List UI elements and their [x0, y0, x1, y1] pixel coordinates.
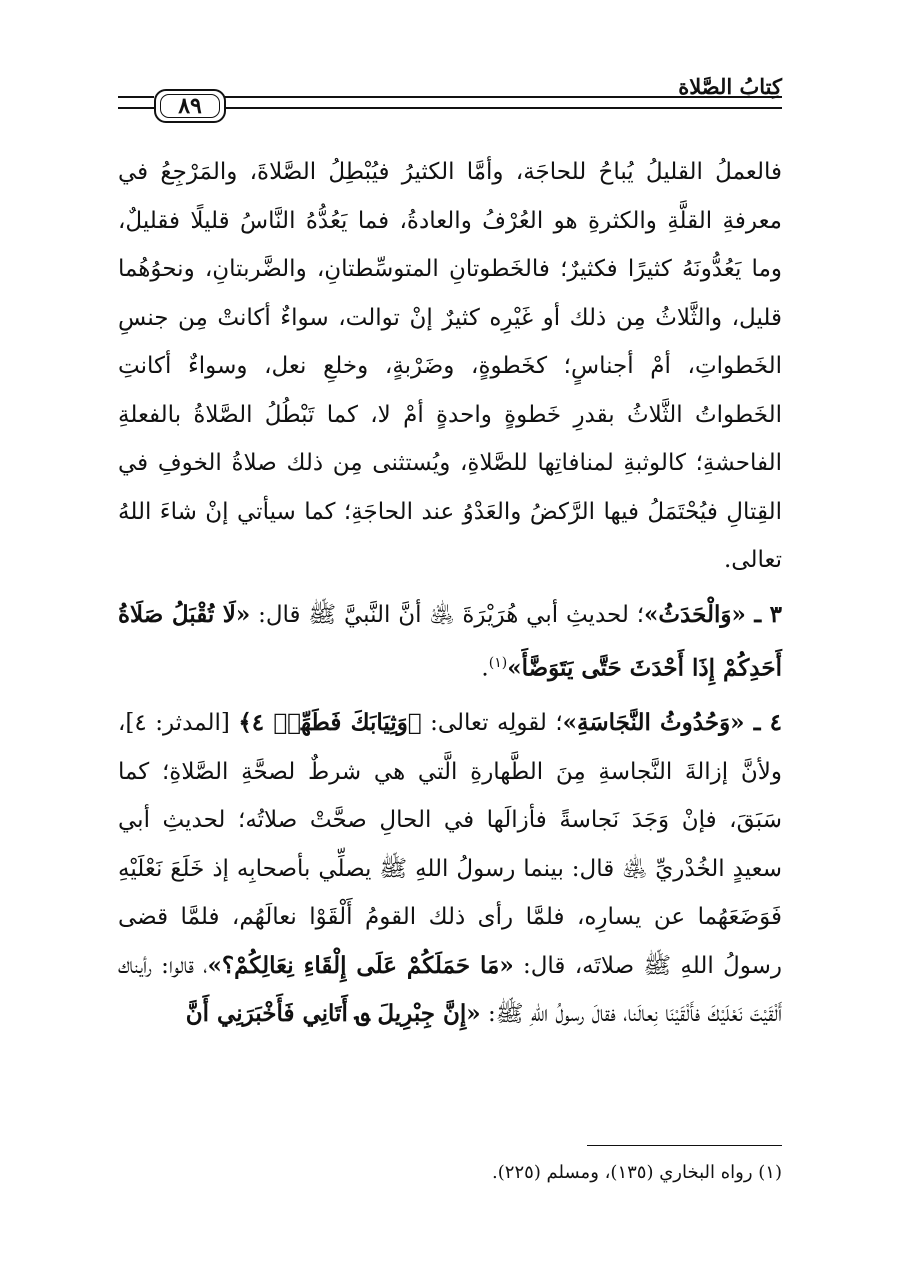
- paragraph-2: ٣ ـ «وَالْحَدَثُ»؛ لحديثِ أبي هُرَيْرَةَ ﵁ أنَّ النَّبيَّ ﷺ قال: «لَا تُقْبَلُ صَلَاةُ أَحَدِكُمْ إِذَا أَحْدَثَ حَتَّى يَتَوَضَّأَ»$^{(١)}$.: [118, 600, 782, 682]
- paragraph-3-text-c: ، قالوا: رأيناك أَلْقَيْتَ نَعْلَيْكَ فأَلْقَيْنَا نِعالَنا، فقالَ رسولُ اللهِ ﷺ:: [118, 952, 782, 1028]
- paragraph-3: [118, 699, 782, 1039]
- page-body: [118, 148, 782, 1039]
- paragraph-1: فالعملُ القليلُ يُباحُ للحاجَة، وأمَّا الكثيرُ فيُبْطِلُ الصَّلاةَ، والمَرْجِعُ في معرفةِ القلَّةِ والكثرةِ هو العُرْفُ والعادةُ، فما يَعُدُّهُ النَّاسُ قليلًا فقليلٌ، وما يَعُدُّونَهُ كثيرًا فكثيرٌ؛ فالخَطوتانِ المتوسِّطتانِ، والضَّربتانِ، ونحوُهُما قليل، والثَّلاثُ مِن ذلك أو غَيْرِه كثيرٌ إنْ توالت، سواءٌ أكانتْ مِن جنسِ الخَطواتِ، أمْ أجناسٍ؛ كخَطوةٍ، وضَرْبةٍ، وخلعِ نعل، وسواءٌ أكانتِ الخَطواتُ الثَّلاثُ بقدرِ خَطوةٍ واحدةٍ أمْ لا، كما تَبْطُلُ الصَّلاةُ بالفعلةِ الفاحشةِ؛ كالوثبةِ لمنافاتِها للصَّلاةِ، ويُستثنى مِن ذلك صلاةُ الخوفِ في القِتالِ فيُحْتَمَلُ فيها الرَّكضُ والعَدْوُ عند الحاجَةِ؛ كما سيأتي إنْ شاءَ اللهُ تعالى.: [118, 159, 782, 573]
- paragraph-3-text-a: ؛ لقولِه تعالى:: [430, 710, 563, 737]
- header-rule: [222, 96, 782, 109]
- footnote-ref-1[interactable]: (١): [488, 655, 508, 671]
- page-header: [118, 62, 782, 126]
- footnote-divider: [587, 1145, 782, 1146]
- book-title: كِتابُ الصَّلاة: [678, 74, 782, 99]
- header-rule-left: [118, 96, 154, 109]
- quran-verse: ﴿وَثِيَابَكَ فَطَهِّرۡ ٤﴾: [238, 709, 422, 737]
- paragraph-3-text-b: [المدثر: ٤]، ولأنَّ إزالةَ النَّجاسةِ مِنَ الطَّهارةِ الَّتي هي شرطٌ لصحَّةِ الصَّلاةِ؛ كما سَبَقَ، فإنْ وَجَدَ نَجاسةً فأزالَها في الحالِ صحَّتْ صلاتُه؛ لحديثِ أبي سعيدٍ الخُدْريِّ ﵁ قال: بينما رسولُ اللهِ ﷺ يصلِّي بأصحابِه إذ خَلَعَ نَعْلَيْهِ فَوَضَعَهُما عن يسارِه، فلمَّا رأى ذلك القومُ أَلْقَوْا نعالَهُم، فلمَّا قضى رسولُ اللهِ ﷺ صلاتَه، قال:: [118, 710, 782, 979]
- hadith-quote-2: «مَا حَمَلَكُمْ عَلَى إِلْقَاءِ نِعَالِكُمْ؟»: [207, 951, 514, 979]
- hadith-quote-1: «لَا تُقْبَلُ صَلَاةُ أَحَدِكُمْ إِذَا أَحْدَثَ حَتَّى يَتَوَضَّأَ»: [118, 600, 782, 682]
- hadith-quote-3: «إِنَّ جِبْرِيلَ ؈ أَتَانِي فَأَخْبَرَنِي أَنَّ: [185, 1000, 481, 1028]
- footnote: (١) رواه البخاري (١٣٥)، ومسلم (٢٢٥).: [492, 1162, 782, 1183]
- item-4-heading: ٤ ـ «وَحُدُوثُ النَّجَاسَةِ»: [562, 709, 782, 737]
- item-3-heading: ٣ ـ «وَالْحَدَثُ»: [644, 600, 782, 628]
- page-number-badge: [154, 89, 226, 123]
- page-number: ٨٩: [160, 94, 220, 118]
- paragraph-2-text: ؛ لحديثِ أبي هُرَيْرَةَ ﵁ أنَّ النَّبيَّ ﷺ قال:: [258, 601, 645, 628]
